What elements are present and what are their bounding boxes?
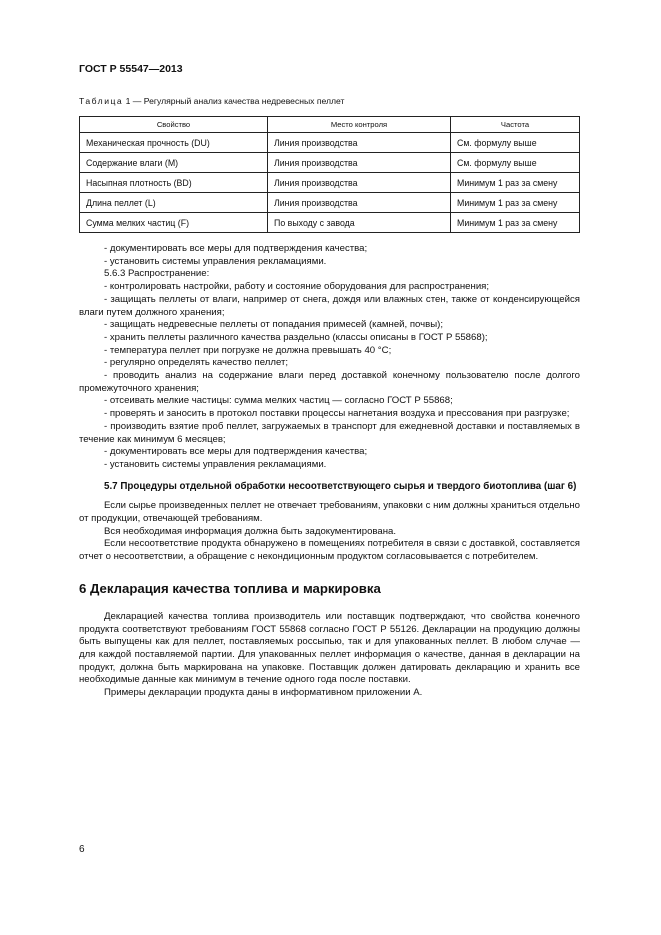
- paragraph: - защищать недревесные пеллеты от попадания примесей (камней, почвы);: [104, 319, 444, 331]
- table-cell: Сумма мелких частиц (F): [80, 213, 268, 233]
- table-row: [80, 153, 580, 173]
- paragraph: - хранить пеллеты различного качества раздельно (классы описаны в ГОСТ Р 55868);: [104, 331, 488, 343]
- paragraph: - контролировать настройки, работу и состояние оборудования для распространения;: [104, 281, 490, 293]
- paragraph: - проверять и заносить в протокол поставки процессы нагнетания воздуха и прессования при разгрузке;: [104, 408, 570, 420]
- table-cell: Линия производства: [268, 193, 451, 213]
- column-header-frequency: Частота: [451, 117, 580, 133]
- table-row: [80, 133, 580, 153]
- paragraph: - температура пеллет при погрузке не должна превышать 40 °С;: [104, 344, 392, 356]
- table-cell: Минимум 1 раз за смену: [451, 213, 580, 233]
- paragraph: Если сырье произведенных пеллет не отвечает требованиям, упаковки с ним должны храниться отдельно от продукции, отвечающей требованиям.: [79, 500, 580, 525]
- paragraph: - проводить анализ на содержание влаги перед доставкой конечному пользователю после долгого промежуточного хранения;: [79, 370, 580, 394]
- table-cell: Насыпная плотность (BD): [80, 173, 268, 193]
- paragraph: - отсеивать мелкие частицы: сумма мелких частиц — согласно ГОСТ Р 55868;: [104, 395, 453, 407]
- table-cell: Линия производства: [268, 153, 451, 173]
- table-cell: Механическая прочность (DU): [80, 133, 268, 153]
- paragraph: - документировать все меры для подтверждения качества;: [104, 243, 368, 254]
- table-caption: [79, 96, 344, 106]
- table-cell: Содержание влаги (M): [80, 153, 268, 173]
- table-caption-prefix: Таблица: [79, 96, 124, 106]
- paragraph: - документировать все меры для подтверждения качества;: [104, 446, 368, 458]
- table-row: [80, 213, 580, 233]
- table-cell: Линия производства: [268, 173, 451, 193]
- paragraph: Примеры декларации продукта даны в информативном приложении А.: [104, 687, 423, 699]
- paragraph: - установить системы управления рекламациями.: [104, 458, 327, 470]
- table-cell: Длина пеллет (L): [80, 193, 268, 213]
- paragraph: - производить взятие проб пеллет, загружаемых в транспорт для ежедневной доставки и поставляемых в течение как минимум 6 месяцев;: [79, 420, 580, 445]
- paragraph: - защищать пеллеты от влаги, например от снега, дождя или влажных стен, также от конденсирующейся влаги путем должного хранения;: [79, 293, 580, 318]
- table-cell: См. формулу выше: [451, 153, 580, 173]
- table-caption-text: 1 — Регулярный анализ качества недревесных пеллет: [125, 96, 345, 106]
- table-header-row: [80, 117, 580, 133]
- page-number: 6: [79, 844, 85, 855]
- paragraph: - установить системы управления рекламациями.: [104, 255, 327, 267]
- quality-analysis-table: [79, 116, 580, 233]
- table-row: [80, 193, 580, 213]
- paragraph: Если несоответствие продукта обнаружено в помещениях потребителя в связи с доставкой, составляется отчет о несоответствии, а обращение с некондиционным продуктом согласовывается с потребителем.: [79, 538, 580, 563]
- document-header: ГОСТ Р 55547—2013: [79, 63, 183, 75]
- document-body: [79, 243, 580, 700]
- paragraph: Вся необходимая информация должна быть задокументирована.: [104, 525, 397, 537]
- table-row: [80, 173, 580, 193]
- column-header-location: Место контроля: [268, 117, 451, 133]
- section-5-7-heading: 5.7 Процедуры отдельной обработки несоответствующего сырья и твердого биотоплива (шаг 6): [104, 480, 577, 492]
- subsection-heading: 5.6.3 Распространение:: [104, 268, 210, 280]
- table-cell: По выходу с завода: [268, 213, 451, 233]
- column-header-property: Свойство: [80, 117, 268, 133]
- paragraph: Декларацией качества топлива производитель или поставщик подтверждают, что свойства конечного продукта соответствуют требованиям ГОСТ 55868 согласно ГОСТ Р 55126. Декларации на продукцию должны быть выпущены как для пеллет, поставляемых россыпью, так и для упакованных пеллет. В любом случае — для каждой поставляемой партии. Для упакованных пеллет информация о качестве, данная в декларации на продукт, должна быть маркирована на упаковке. Поставщик должен датировать декларацию и хранить все необходимые данные как минимум в течение одного года после поставки.: [79, 610, 580, 686]
- table-cell: Линия производства: [268, 133, 451, 153]
- paragraph: - регулярно определять качество пеллет;: [104, 357, 289, 369]
- table-cell: Минимум 1 раз за смену: [451, 173, 580, 193]
- section-6-heading: 6 Декларация качества топлива и маркировка: [79, 580, 381, 596]
- table-cell: Минимум 1 раз за смену: [451, 193, 580, 213]
- table-cell: См. формулу выше: [451, 133, 580, 153]
